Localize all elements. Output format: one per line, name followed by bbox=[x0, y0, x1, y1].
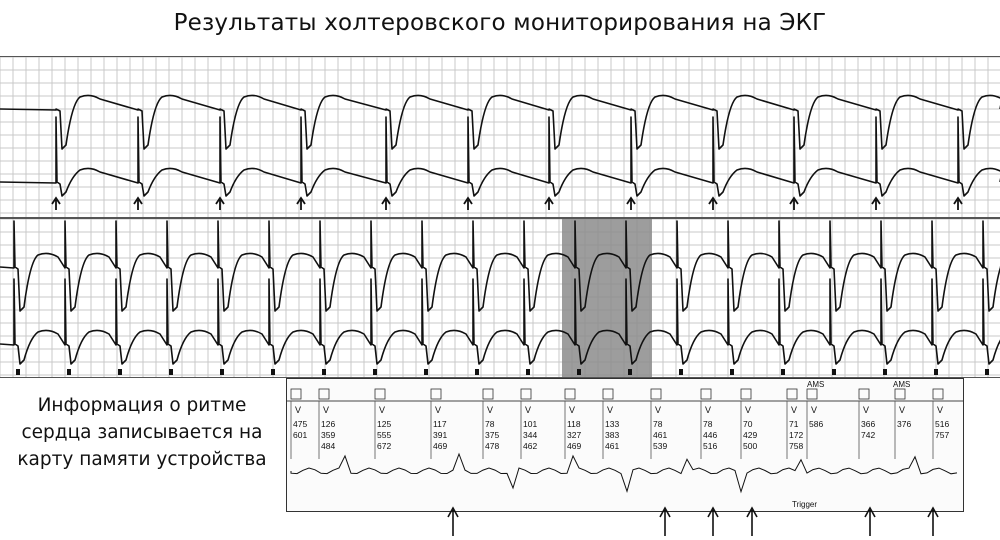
p-marker-box bbox=[651, 389, 661, 399]
page-title: Результаты холтеровского мониторирования на ЭКГ bbox=[173, 10, 827, 36]
marker-label: V bbox=[863, 405, 870, 415]
marker-label: V bbox=[323, 405, 330, 415]
marker-label: V bbox=[745, 405, 752, 415]
interval-value: 429 bbox=[743, 430, 758, 440]
ecg-trace bbox=[0, 279, 1000, 364]
marker-label: V bbox=[811, 405, 818, 415]
interval-value: 391 bbox=[433, 430, 448, 440]
interval-value: 117 bbox=[433, 419, 447, 429]
beat-marker bbox=[985, 369, 989, 375]
ams-label: AMS bbox=[807, 380, 825, 389]
interval-value: 125 bbox=[377, 419, 392, 429]
intracardiac-trace bbox=[291, 454, 957, 492]
interval-value: 327 bbox=[567, 430, 582, 440]
marker-label: V bbox=[569, 405, 576, 415]
marker-label: V bbox=[487, 405, 494, 415]
caption bbox=[6, 392, 278, 473]
p-marker-box bbox=[483, 389, 493, 399]
marker-label: V bbox=[655, 405, 662, 415]
marker-label: V bbox=[525, 405, 532, 415]
p-marker-box bbox=[291, 389, 301, 399]
event-arrow bbox=[747, 508, 757, 536]
beat-marker bbox=[781, 369, 785, 375]
interval-value: 601 bbox=[293, 430, 308, 440]
interval-value: 469 bbox=[567, 441, 582, 451]
p-marker-box bbox=[787, 389, 797, 399]
beat-marker bbox=[832, 369, 836, 375]
interval-value: 133 bbox=[605, 419, 620, 429]
beat-marker bbox=[475, 369, 479, 375]
interval-value: 462 bbox=[523, 441, 538, 451]
beat-marker bbox=[16, 369, 20, 375]
beat-marker bbox=[322, 369, 326, 375]
ecg-strip-middle bbox=[0, 218, 1000, 378]
interval-value: 478 bbox=[485, 441, 500, 451]
beat-marker bbox=[679, 369, 683, 375]
event-arrow bbox=[708, 508, 718, 536]
marker-label: V bbox=[791, 405, 798, 415]
interval-value: 475 bbox=[293, 419, 308, 429]
interval-value: 757 bbox=[935, 430, 950, 440]
interval-value: 500 bbox=[743, 441, 758, 451]
ecg-strip-middle-svg bbox=[0, 219, 1000, 377]
interval-value: 375 bbox=[485, 430, 500, 440]
p-marker-box bbox=[895, 389, 905, 399]
p-marker-box bbox=[603, 389, 613, 399]
caption-line-3: карту памяти устройства bbox=[17, 449, 267, 470]
beat-marker bbox=[526, 369, 530, 375]
interval-value: 376 bbox=[897, 419, 912, 429]
interval-value: 101 bbox=[523, 419, 538, 429]
interval-value: 742 bbox=[861, 430, 876, 440]
event-arrow bbox=[865, 508, 875, 536]
p-marker-box bbox=[431, 389, 441, 399]
interval-value: 78 bbox=[703, 419, 713, 429]
marker-label: V bbox=[705, 405, 712, 415]
beat-marker bbox=[169, 369, 173, 375]
interval-value: 78 bbox=[653, 419, 663, 429]
p-marker-box bbox=[807, 389, 817, 399]
interval-value: 586 bbox=[809, 419, 824, 429]
interval-value: 446 bbox=[703, 430, 718, 440]
beat-marker bbox=[730, 369, 734, 375]
interval-value: 344 bbox=[523, 430, 538, 440]
beat-marker bbox=[424, 369, 428, 375]
marker-label: V bbox=[435, 405, 442, 415]
interval-value: 516 bbox=[935, 419, 950, 429]
beat-marker bbox=[577, 369, 581, 375]
pacemaker-printout-svg bbox=[287, 379, 963, 511]
ecg-strip-top-svg bbox=[0, 57, 1000, 217]
trigger-label: Trigger bbox=[792, 500, 818, 509]
p-marker-box bbox=[375, 389, 385, 399]
interval-value: 461 bbox=[605, 441, 620, 451]
interval-value: 172 bbox=[789, 430, 804, 440]
p-marker-box bbox=[741, 389, 751, 399]
event-arrows bbox=[0, 500, 1000, 540]
beat-marker bbox=[67, 369, 71, 375]
interval-value: 469 bbox=[433, 441, 448, 451]
interval-value: 71 bbox=[789, 419, 799, 429]
pacemaker-printout bbox=[286, 378, 964, 512]
interval-value: 70 bbox=[743, 419, 753, 429]
marker-label: V bbox=[607, 405, 614, 415]
interval-value: 484 bbox=[321, 441, 336, 451]
interval-value: 758 bbox=[789, 441, 804, 451]
interval-value: 118 bbox=[567, 419, 581, 429]
ecg-grid bbox=[0, 219, 1000, 377]
p-marker-box bbox=[319, 389, 329, 399]
p-marker-box bbox=[859, 389, 869, 399]
p-marker-box bbox=[701, 389, 711, 399]
interval-value: 555 bbox=[377, 430, 392, 440]
p-marker-box bbox=[521, 389, 531, 399]
marker-label: V bbox=[937, 405, 944, 415]
ecg-strip-top bbox=[0, 56, 1000, 218]
interval-value: 126 bbox=[321, 419, 336, 429]
interval-value: 539 bbox=[653, 441, 668, 451]
marker-label: V bbox=[379, 405, 386, 415]
interval-value: 516 bbox=[703, 441, 718, 451]
beat-marker bbox=[883, 369, 887, 375]
event-arrow bbox=[448, 508, 458, 536]
marker-label: V bbox=[899, 405, 906, 415]
p-marker-box bbox=[933, 389, 943, 399]
interval-value: 359 bbox=[321, 430, 336, 440]
interval-value: 672 bbox=[377, 441, 392, 451]
event-arrow bbox=[928, 508, 938, 536]
beat-marker bbox=[934, 369, 938, 375]
caption-line-1: Информация о ритме bbox=[37, 395, 247, 416]
interval-value: 78 bbox=[485, 419, 495, 429]
caption-line-2: сердца записывается на bbox=[21, 422, 263, 443]
interval-value: 383 bbox=[605, 430, 620, 440]
beat-marker bbox=[373, 369, 377, 375]
interval-value: 366 bbox=[861, 419, 876, 429]
ams-label: AMS bbox=[893, 380, 911, 389]
p-marker-box bbox=[565, 389, 575, 399]
beat-marker bbox=[271, 369, 275, 375]
marker-label: V bbox=[295, 405, 302, 415]
interval-value: 461 bbox=[653, 430, 668, 440]
beat-marker bbox=[628, 369, 632, 375]
event-arrow bbox=[660, 508, 670, 536]
beat-marker bbox=[220, 369, 224, 375]
beat-marker bbox=[118, 369, 122, 375]
